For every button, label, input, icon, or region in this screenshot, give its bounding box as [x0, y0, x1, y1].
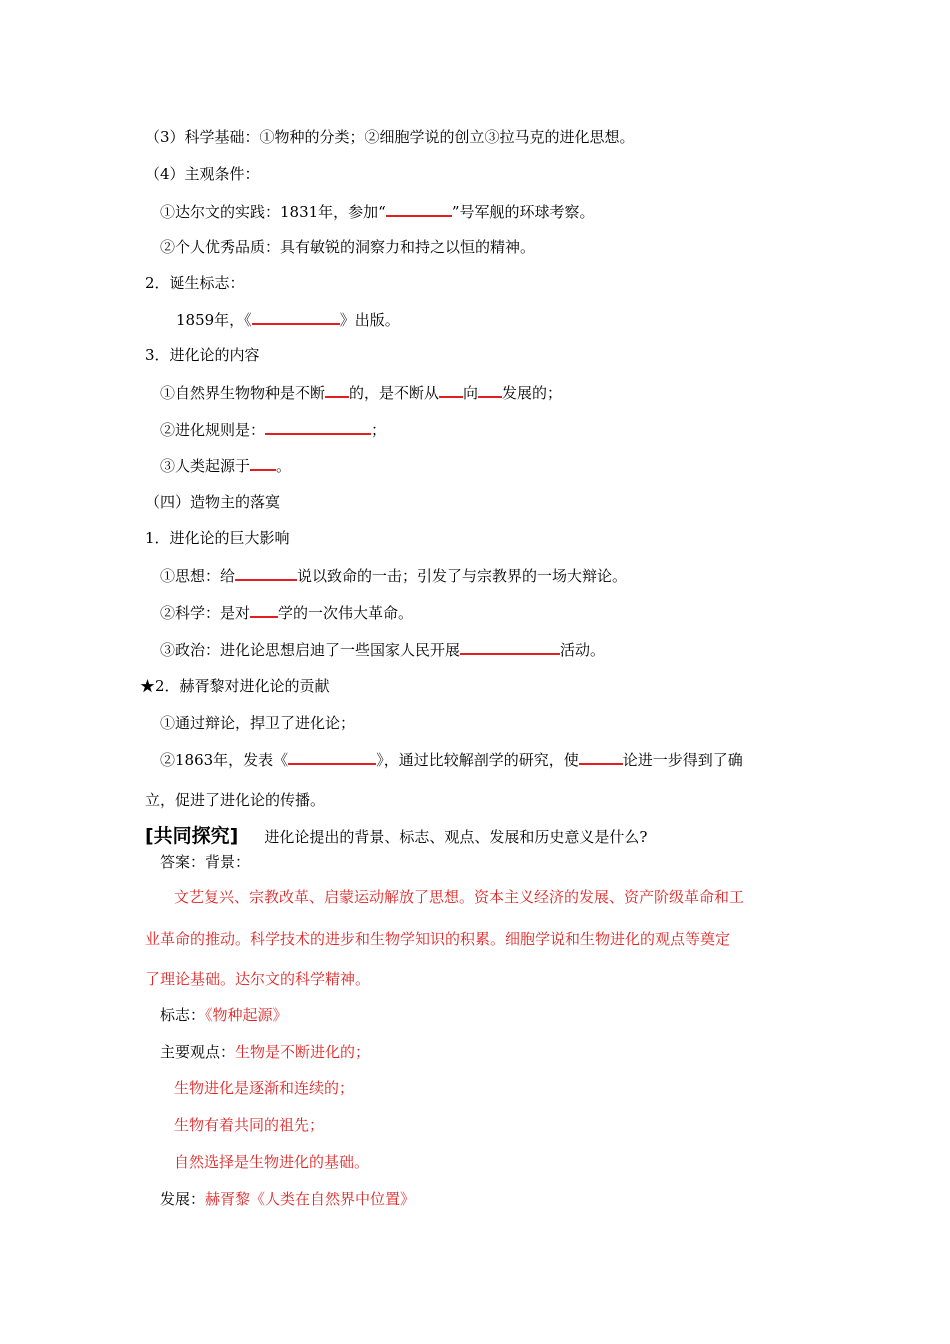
text-line: 立，促进了进化论的传播。: [145, 791, 326, 809]
text-segment: 》出版。: [339, 311, 400, 329]
mark-label: 标志：: [160, 1006, 206, 1024]
text-line: [160, 1005, 288, 1025]
text-segment: 1859年，《: [176, 311, 252, 329]
text-segment: 说以致命的一击；引发了与宗教界的一场大辩论。: [297, 567, 628, 585]
inquiry-question: 进化论提出的背景、标志、观点、发展和历史意义是什么?: [264, 828, 648, 846]
answer-text: 文艺复兴、宗教改革、启蒙运动解放了思想。资本主义经济的发展、资产阶级革命和工: [174, 888, 745, 906]
section-heading: （四）造物主的落寞: [145, 493, 281, 511]
fill-blank[interactable]: [439, 382, 463, 398]
text-line: [160, 419, 386, 440]
view-item: 生物是不断进化的；: [235, 1043, 371, 1061]
text-line: [160, 455, 291, 476]
text-line: [160, 565, 627, 586]
text-line: [160, 1042, 370, 1062]
fill-blank[interactable]: [386, 201, 452, 217]
text-segment: ”号军舰的环球考察。: [451, 203, 595, 221]
text-segment: ①思想：给: [160, 567, 236, 585]
fill-blank[interactable]: [252, 309, 340, 325]
fill-blank[interactable]: [325, 382, 349, 398]
fill-blank[interactable]: [265, 419, 371, 435]
text-line: 1．进化论的巨大影响: [145, 529, 290, 547]
text-segment: ①自然界生物物种是不断: [160, 384, 326, 402]
fill-blank[interactable]: [288, 749, 376, 765]
fill-blank[interactable]: [460, 639, 560, 655]
text-segment: ①达尔文的实践：1831年，参加“: [160, 203, 386, 221]
text-segment: 论进一步得到了确: [622, 751, 743, 769]
text-segment: 活动。: [560, 641, 606, 659]
text-line: ①通过辩论，捍卫了进化论；: [160, 714, 356, 732]
text-segment: ②科学：是对: [160, 604, 251, 622]
text-line: [160, 639, 605, 660]
text-segment: ②1863年，发表《: [160, 751, 289, 769]
text-line: 2．诞生标志：: [145, 274, 245, 292]
mark-value: 《物种起源》: [205, 1006, 288, 1024]
text-line: [160, 1189, 415, 1209]
text-line: （4）主观条件：: [145, 165, 260, 183]
text-segment: ；: [371, 421, 387, 439]
development-label: 发展：: [160, 1190, 206, 1208]
text-segment: 的，是不断从: [349, 384, 440, 402]
text-line: ②个人优秀品质：具有敏锐的洞察力和持之以恒的精神。: [160, 238, 536, 256]
text-segment: 学的一次伟大革命。: [278, 604, 414, 622]
fill-blank[interactable]: [579, 749, 623, 765]
text-line: [160, 201, 595, 222]
answer-label: 答案：背景：: [160, 853, 251, 871]
text-line: [160, 602, 413, 623]
answer-text: 了理论基础。达尔文的科学精神。: [145, 970, 371, 988]
text-line: [160, 382, 562, 403]
text-line: [176, 309, 400, 330]
text-line: 3．进化论的内容: [145, 346, 260, 364]
view-label: 主要观点：: [160, 1043, 236, 1061]
text-line: ★2．赫胥黎对进化论的贡献: [140, 677, 330, 695]
text-segment: ③人类起源于: [160, 457, 251, 475]
view-item: 生物有着共同的祖先；: [174, 1116, 325, 1134]
inquiry-header: [145, 826, 647, 847]
development-value: 赫胥黎《人类在自然界中位置》: [205, 1190, 416, 1208]
fill-blank[interactable]: [478, 382, 502, 398]
text-segment: ②进化规则是：: [160, 421, 266, 439]
text-line: [160, 749, 743, 770]
view-item: 生物进化是逐渐和连续的；: [174, 1079, 355, 1097]
fill-blank[interactable]: [250, 455, 276, 471]
text-segment: 。: [276, 457, 292, 475]
text-segment: ③政治：进化论思想启迪了一些国家人民开展: [160, 641, 461, 659]
inquiry-title: [共同探究]: [145, 825, 239, 847]
text-segment: 发展的；: [502, 384, 563, 402]
fill-blank[interactable]: [235, 565, 297, 581]
fill-blank[interactable]: [250, 602, 278, 618]
text-segment: 》，通过比较解剖学的研究，使: [376, 751, 579, 769]
view-item: 自然选择是生物进化的基础。: [174, 1153, 370, 1171]
text-line: （3）科学基础：①物种的分类；②细胞学说的创立③拉马克的进化思想。: [145, 128, 635, 146]
text-segment: 向: [463, 384, 479, 402]
answer-text: 业革命的推动。科学技术的进步和生物学知识的积累。细胞学说和生物进化的观点等奠定: [145, 930, 731, 948]
